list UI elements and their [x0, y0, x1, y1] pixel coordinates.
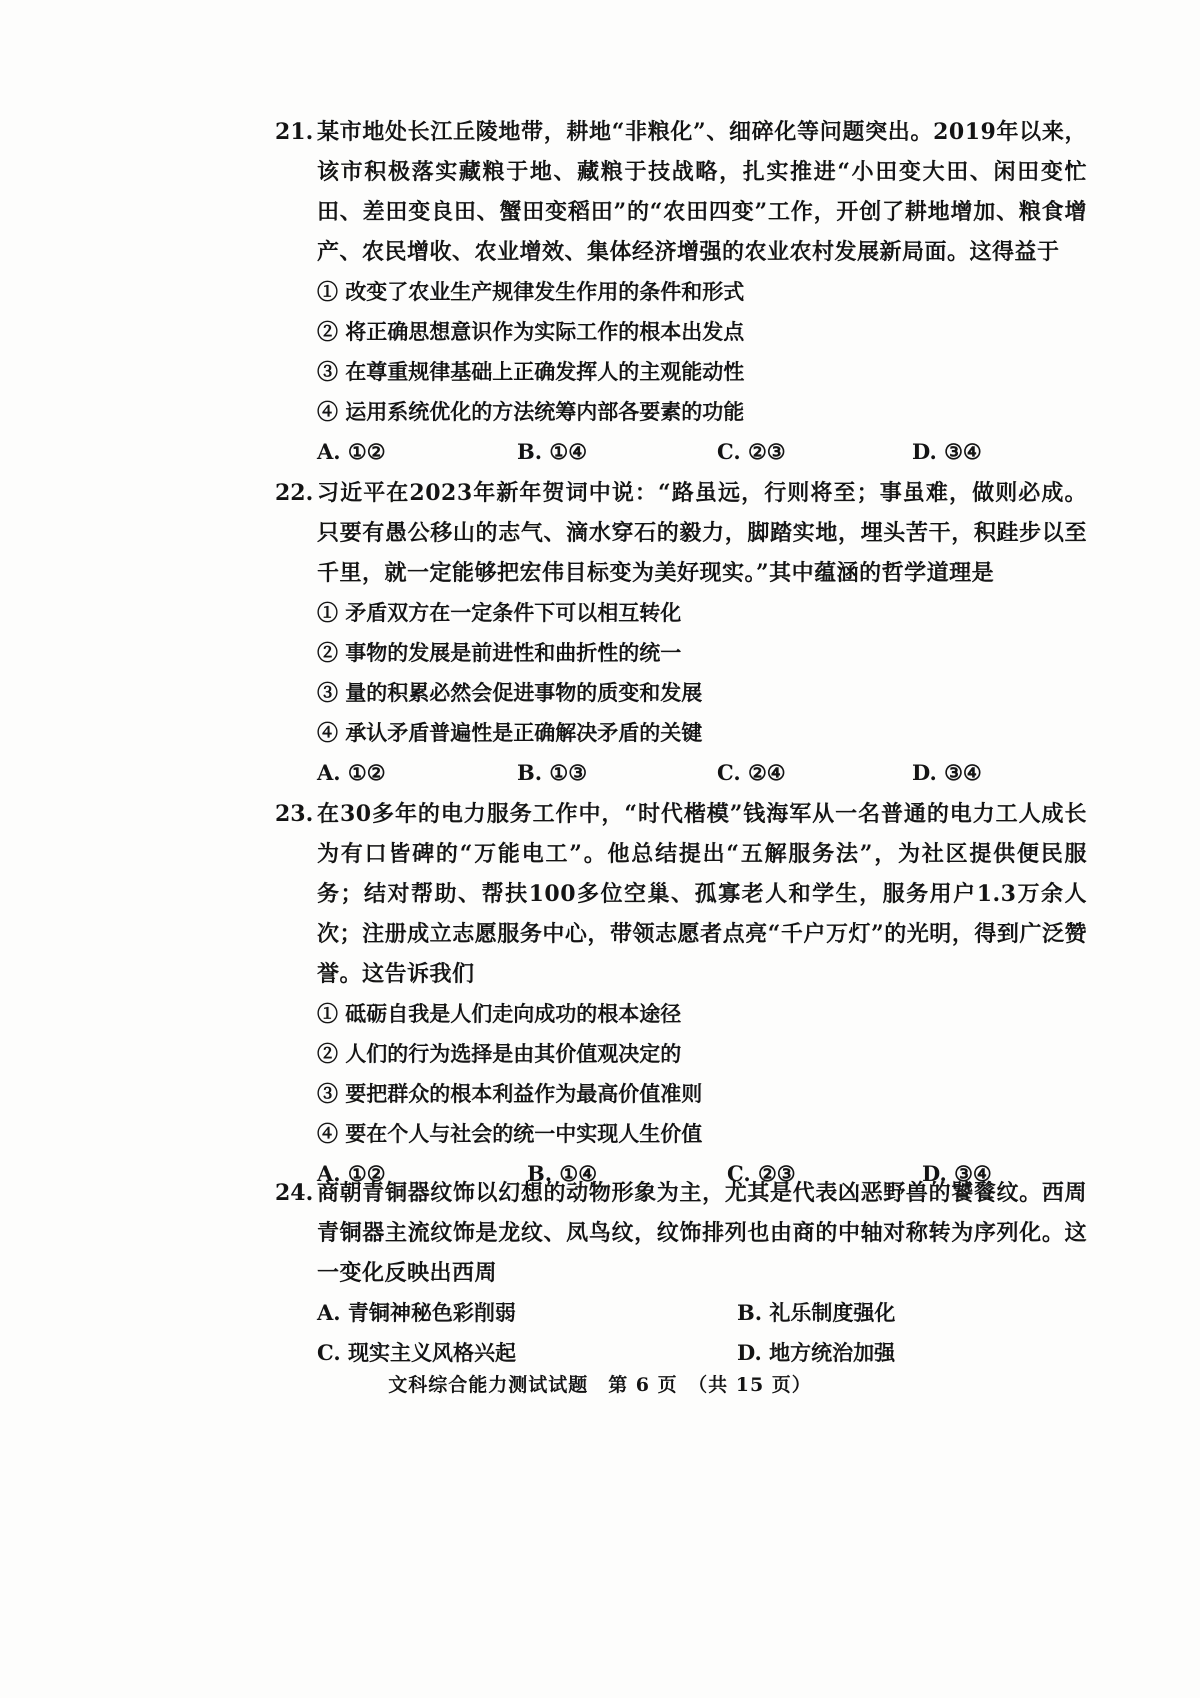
- choice-d[interactable]: D. ③④: [912, 760, 982, 785]
- statement-2: ② 事物的发展是前进性和曲折性的统一: [317, 640, 682, 665]
- question-23: [275, 794, 1087, 1194]
- question-number: 23.: [275, 801, 314, 827]
- question-stem: 某市地处长江丘陵地带，耕地“非粮化”、细碎化等问题突出。2019年以来，该市积极落实藏粮于地、藏粮于技战略，扎实推进“小田变大田、闲田变忙田、差田变良田、蟹田变稻田”的“农田四变”工作，开创了耕地增加、粮食增产、农民增收、农业增效、集体经济增强的农业农村发展新局面。这得益于: [317, 119, 1087, 265]
- choice-c[interactable]: C. 现实主义风格兴起: [317, 1340, 516, 1365]
- question-21: [275, 112, 1087, 472]
- statement-2: ② 人们的行为选择是由其价值观决定的: [317, 1041, 682, 1066]
- choice-a[interactable]: A. 青铜神秘色彩削弱: [317, 1300, 516, 1325]
- question-stem: 习近平在2023年新年贺词中说：“路虽远，行则将至；事虽难，做则必成。只要有愚公移山的志气、滴水穿石的毅力，脚踏实地，埋头苦干，积跬步以至千里，就一定能够把宏伟目标变为美好现实。”其中蕴涵的哲学道理是: [317, 480, 1087, 586]
- page-footer: 文科综合能力测试试题 第 6 页 （共 15 页）: [388, 1374, 812, 1396]
- question-24: [275, 1173, 1087, 1373]
- statement-2: ② 将正确思想意识作为实际工作的根本出发点: [317, 319, 745, 344]
- choice-b[interactable]: B. ①④: [527, 1161, 598, 1186]
- statement-4: ④ 要在个人与社会的统一中实现人生价值: [317, 1121, 703, 1146]
- question-number: 22.: [275, 480, 314, 506]
- choice-b[interactable]: B. ①④: [517, 439, 588, 464]
- question-number: 24.: [275, 1180, 314, 1206]
- question-number: 21.: [275, 119, 314, 145]
- question-stem: 在30多年的电力服务工作中，“时代楷模”钱海军从一名普通的电力工人成长为有口皆碑的“万能电工”。他总结提出“五解服务法”，为社区提供便民服务；结对帮助、帮扶100多位空巢、孤寡老人和学生，服务用户1.3万余人次；注册成立志愿服务中心，带领志愿者点亮“千户万灯”的光明，得到广泛赞誉。这告诉我们: [317, 801, 1087, 987]
- statement-4: ④ 承认矛盾普遍性是正确解决矛盾的关键: [317, 720, 703, 745]
- choice-c[interactable]: C. ②③: [717, 439, 786, 464]
- choice-c[interactable]: C. ②③: [727, 1161, 796, 1186]
- answer-choices: [317, 432, 1087, 472]
- statement-3: ③ 要把群众的根本利益作为最高价值准则: [317, 1081, 703, 1106]
- question-stem: 商朝青铜器纹饰以幻想的动物形象为主，尤其是代表凶恶野兽的饕餮纹。西周青铜器主流纹饰是龙纹、凤鸟纹，纹饰排列也由商的中轴对称转为序列化。这一变化反映出西周: [317, 1180, 1087, 1286]
- statement-3: ③ 在尊重规律基础上正确发挥人的主观能动性: [317, 359, 745, 384]
- choice-b[interactable]: B. 礼乐制度强化: [737, 1300, 896, 1325]
- statement-3: ③ 量的积累必然会促进事物的质变和发展: [317, 680, 703, 705]
- question-22: [275, 473, 1087, 793]
- choice-a[interactable]: A. ①②: [317, 1161, 386, 1186]
- choice-a[interactable]: A. ①②: [317, 439, 386, 464]
- choice-d[interactable]: D. ③④: [912, 439, 982, 464]
- statement-1: ① 改变了农业生产规律发生作用的条件和形式: [317, 279, 745, 304]
- statement-1: ① 砥砺自我是人们走向成功的根本途径: [317, 1001, 682, 1026]
- statement-4: ④ 运用系统优化的方法统筹内部各要素的功能: [317, 399, 745, 424]
- choice-c[interactable]: C. ②④: [717, 760, 786, 785]
- answer-choices-row-2: [317, 1333, 1087, 1373]
- choice-a[interactable]: A. ①②: [317, 760, 386, 785]
- choice-d[interactable]: D. ③④: [922, 1161, 992, 1186]
- choice-b[interactable]: B. ①③: [517, 760, 588, 785]
- statement-1: ① 矛盾双方在一定条件下可以相互转化: [317, 600, 682, 625]
- answer-choices-row-1: [317, 1293, 1087, 1333]
- answer-choices: [317, 753, 1087, 793]
- choice-d[interactable]: D. 地方统治加强: [737, 1340, 896, 1365]
